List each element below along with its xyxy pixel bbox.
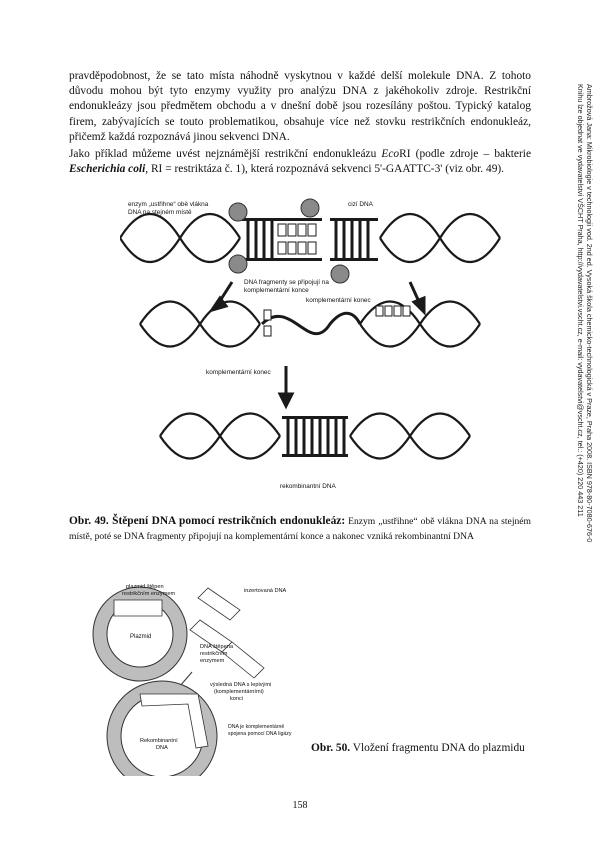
- paragraph-2-part-b: RI (podle zdroje – bakterie: [399, 148, 532, 160]
- caption-50-number: Obr. 50.: [311, 742, 351, 754]
- label-enzyme-cut: enzym „ustřihne“ obě vlákna: [128, 201, 209, 208]
- caption-50: [311, 741, 531, 756]
- caption-49-number: Obr. 49.: [69, 515, 109, 527]
- caption-50-text: Vložení fragmentu DNA do plazmidu: [350, 742, 525, 754]
- figure-50-plasmid-diagram: [92, 576, 312, 776]
- label-result: výsledná DNA s lepivými: [210, 682, 272, 688]
- label-result-2: (komplementárními): [214, 689, 264, 695]
- caption-49-text: Enzym „ustřihne“ obě vlákna DNA na stejném místě, poté se DNA fragmenty připojují na komplementární konce a nakonec vzniká rekombinantní DNA: [69, 516, 531, 542]
- paragraph-2: [69, 147, 531, 177]
- paragraph-1: pravděpodobnost, že se tato místa náhodně vyskytnou v každé delší molekule DNA. Z tohoto důvodu mohou být tyto enzymy využity pro analýzu DNA z jakéhokoliv zdroje. Restrikční endonukleázy jsou předmětem obchodu a v dnešní době jsou rozesílány poštou. Typický katalog firem, zabývajících se touto problematikou, obsahuje více než stovku restrikčních endonukleáz, přičemž každá rozpoznává jinou sekvenci DNA.: [69, 70, 531, 143]
- label-fragments-2: komplementární konce: [244, 287, 309, 294]
- paragraph-2-part-c: , RI = restriktáza č. 1), která rozpoznává sekvenci 5'-GAATTC-3' (viz obr. 49).: [145, 163, 505, 176]
- page-number: 158: [292, 800, 308, 811]
- label-recombinant-2: DNA: [156, 745, 168, 751]
- label-recombinant-1: Rekombinantní: [140, 738, 178, 744]
- label-recombinant-dna: rekombinantní DNA: [280, 483, 336, 490]
- label-joined-2: spojena pomocí DNA ligázy: [228, 731, 292, 737]
- organism-name: Escherichia coli: [69, 163, 146, 176]
- label-inserted-dna: inzertovaná DNA: [244, 588, 287, 594]
- label-complementary-top: komplementární konec: [306, 297, 371, 304]
- side-note-line-1: Ambrožová Jana: Mikrobiologie v technologii vod. 2nd ed. Vysoká škola chemicko-technologická v Praze, Praha 2008. ISBN 978-80-7080-676-0: [585, 84, 594, 543]
- label-foreign-dna: cizí DNA: [348, 201, 373, 208]
- figure-49-restriction-diagram: [120, 196, 520, 506]
- side-note-text: [576, 84, 594, 644]
- label-result-3: konci: [230, 696, 244, 702]
- label-dna-cut-3: enzymem: [200, 658, 225, 664]
- label-joined: DNA je komplementárně: [228, 724, 285, 730]
- enzyme-name: Eco: [381, 148, 400, 160]
- side-note-line-2: Knihu lze objednat ve vydavatelství VŠCHT Praha, http://vydavatelstvi.vscht.cz, e-mail: vydavatelstvi@vscht.cz, tel.: (+420) 220 443 211: [576, 84, 585, 517]
- label-dna-cut: DNA štěpena: [200, 644, 233, 650]
- caption-49-title: Štěpení DNA pomocí restrikčních endonukleáz:: [108, 515, 346, 527]
- label-plasmid: Plazmid: [130, 634, 152, 640]
- label-plasmid-cut: plazmid štěpen: [126, 584, 164, 590]
- label-fragments: DNA fragmenty se připojují na: [244, 279, 329, 286]
- side-note: [568, 84, 598, 644]
- label-enzyme-cut-2: DNA na stejném místě: [128, 209, 192, 216]
- paragraph-2-part-a: Jako příklad můžeme uvést nejznámější restrikční endonukleázu: [69, 148, 382, 160]
- label-dna-cut-2: restrikčním: [200, 651, 228, 657]
- label-complementary-bottom: komplementární konec: [206, 369, 271, 376]
- caption-49: [69, 514, 531, 544]
- label-plasmid-cut-2: restrikčním enzymem: [122, 591, 176, 597]
